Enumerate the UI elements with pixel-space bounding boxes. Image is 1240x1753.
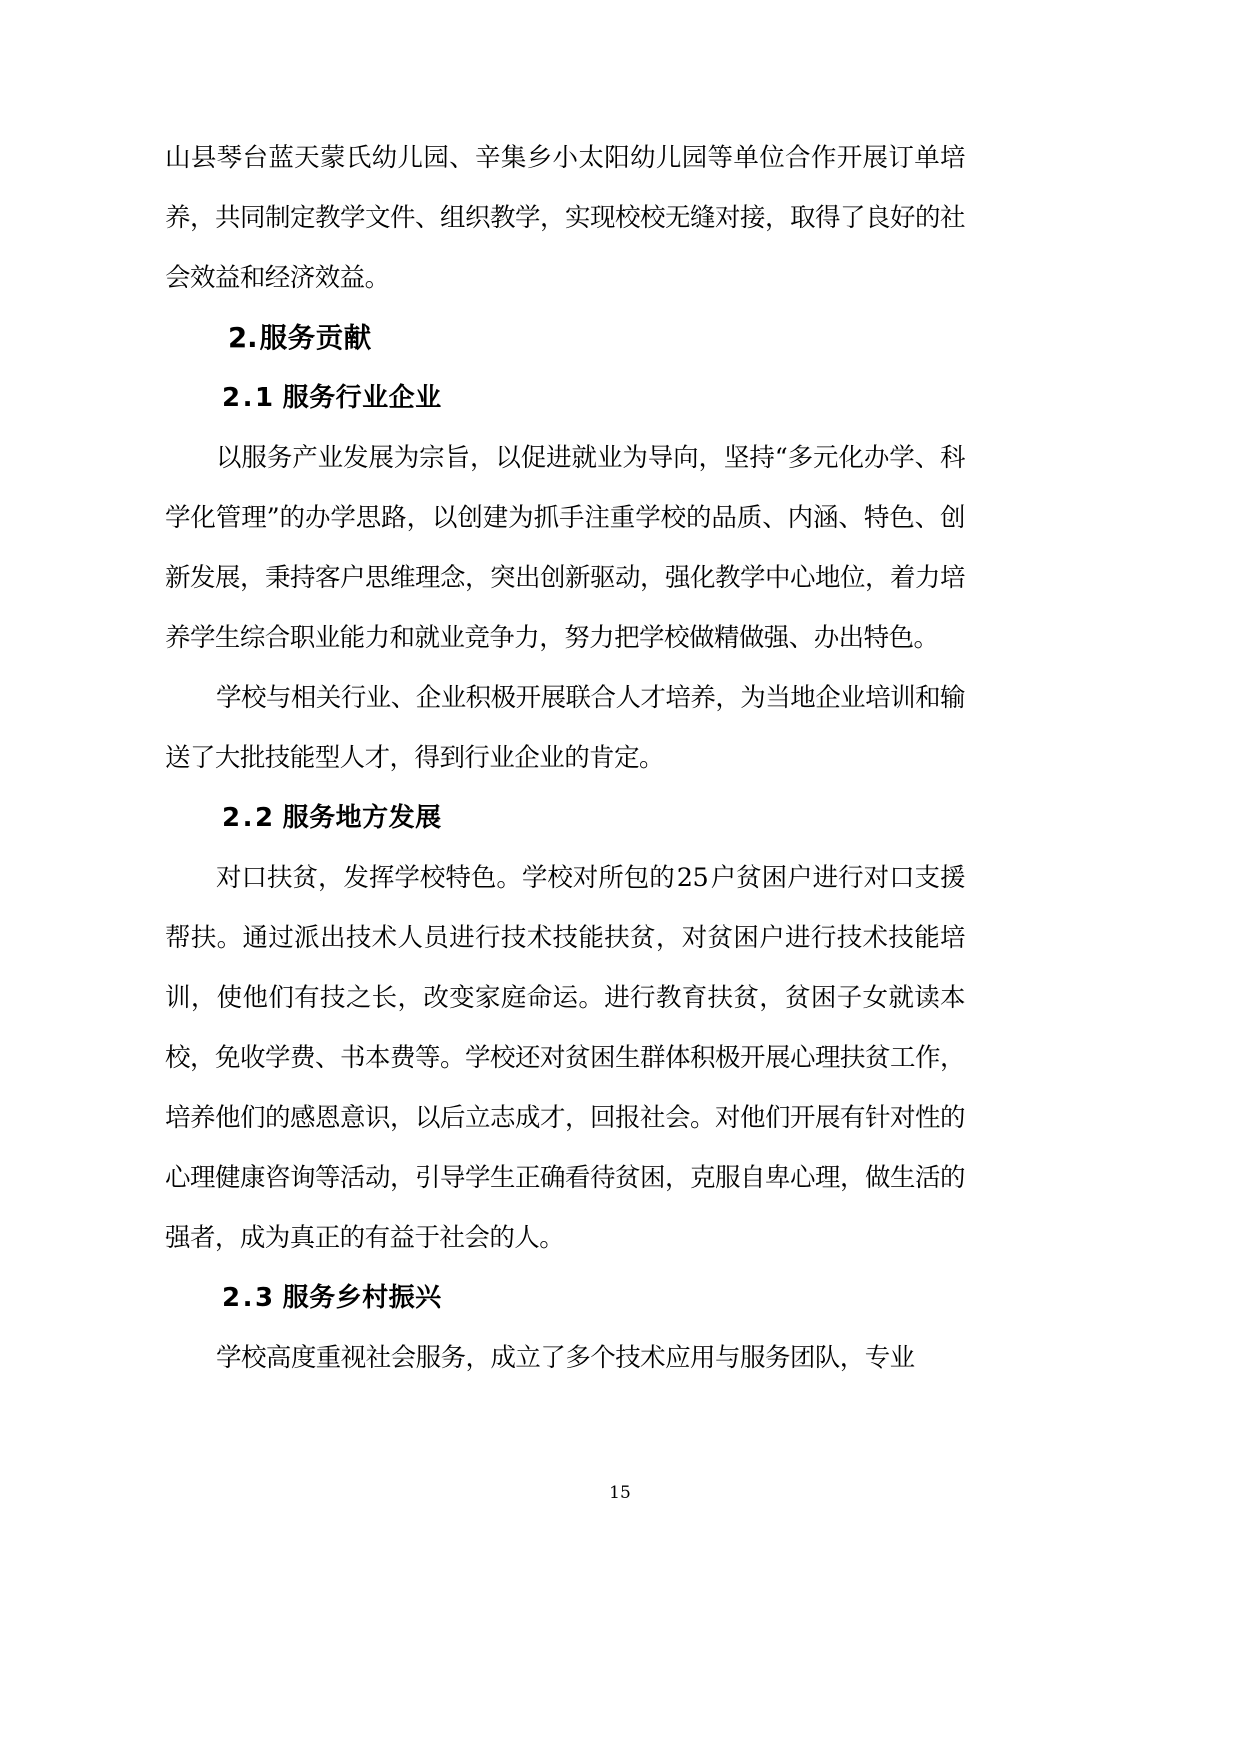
heading-2-service-contribution	[165, 308, 965, 368]
paragraph-continuation: 山县琴台蓝天蒙氏幼儿园、辛集乡小太阳幼儿园等单位合作开展订单培养，共同制定教学文件、组织教学，实现校校无缝对接，取得了良好的社会效益和经济效益。	[165, 143, 965, 293]
paragraph-2-2-text-before: 对口扶贫，发挥学校特色。学校对所包的	[216, 863, 675, 893]
paragraph-2-1-first: 以服务产业发展为宗旨，以促进就业为导向，坚持“多元化办学、科学化管理”的办学思路，以创建为抓手注重学校的品质、内涵、特色、创新发展，秉持客户思维理念，突出创新驱动，强化教学中心地位，着力培养学生综合职业能力和就业竞争力，努力把学校做精做强、办出特色。	[165, 443, 965, 653]
heading-2-1-service-industry-enterprises	[165, 368, 965, 428]
heading-2-3-service-rural-revitalization	[165, 1268, 965, 1328]
heading-2-number: 2.	[228, 322, 258, 354]
page-number: 15	[609, 1483, 631, 1503]
heading-2-1-label: 服务行业企业	[282, 383, 442, 413]
heading-2-1-number: 2.1	[222, 383, 276, 413]
paragraph-2-1-second: 学校与相关行业、企业积极开展联合人才培养，为当地企业培训和输送了大批技能型人才，得到行业企业的肯定。	[165, 683, 965, 773]
heading-2-label: 服务贡献	[259, 322, 372, 354]
paragraph-2-3-first: 学校高度重视社会服务，成立了多个技术应用与服务团队，专业	[216, 1343, 915, 1373]
heading-2-2-number: 2.2	[222, 803, 276, 833]
heading-2-3-number: 2.3	[222, 1283, 276, 1313]
paragraph-2-2-first	[165, 848, 965, 1268]
page-content	[165, 128, 965, 1388]
heading-2-2-service-local-development	[165, 788, 965, 848]
heading-2-3-label: 服务乡村振兴	[282, 1283, 442, 1313]
heading-2-2-label: 服务地方发展	[282, 803, 442, 833]
paragraph-2-2-text-after: 户贫困户进行对口支援帮扶。通过派出技术人员进行技术技能扶贫，对贫困户进行技术技能培训，使他们有技之长，改变家庭命运。进行教育扶贫，贫困子女就读本校，免收学费、书本费等。学校还对贫困生群体积极开展心理扶贫工作，培养他们的感恩意识，以后立志成才，回报社会。对他们开展有针对性的心理健康咨询等活动，引导学生正确看待贫困，克服自卑心理，做生活的强者，成为真正的有益于社会的人。	[165, 863, 965, 1253]
poverty-household-count: 25	[676, 863, 709, 893]
